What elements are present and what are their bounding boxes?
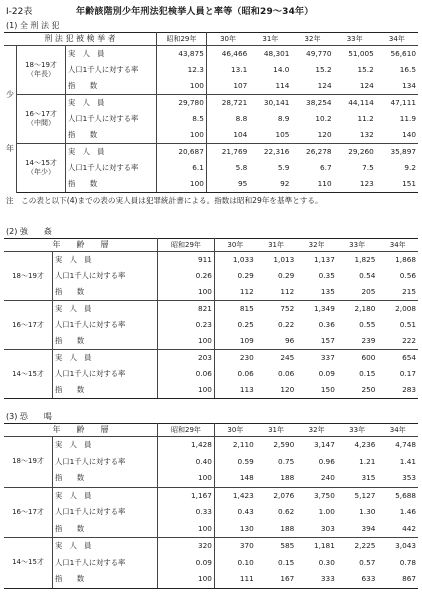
table-row [4, 555, 418, 572]
cell-value: 46,466 [221, 49, 248, 58]
row-label: 指 数 [53, 333, 158, 350]
cell-value: 0.23 [158, 317, 215, 333]
row-label: 実 人 員 [53, 437, 158, 454]
table-row [4, 284, 418, 301]
cell-value: 1.00 [318, 507, 335, 517]
cell-value: 26,278 [306, 147, 332, 156]
row-label: 実 人 員 [66, 95, 157, 112]
cell-value: 2,590 [273, 440, 295, 450]
table-rape [4, 238, 418, 399]
table-row [4, 78, 418, 95]
table-row [4, 46, 418, 63]
table-id: Ⅰ-22表 [6, 7, 33, 17]
year-header: 31年 [256, 239, 297, 252]
cell-value: 4,236 [354, 440, 376, 450]
row-label: 指 数 [66, 176, 157, 193]
table-row [4, 144, 418, 161]
age-group-label: 18～19才 [4, 252, 53, 301]
table-row [4, 301, 418, 318]
cell-value: 0.57 [359, 557, 376, 567]
cell-value: 16.5 [399, 65, 416, 74]
table-row [4, 333, 418, 350]
cell-value: 867 [377, 571, 418, 588]
cell-value: 15.2 [357, 65, 374, 74]
cell-value: 28,721 [221, 98, 248, 107]
column-header: 年 齢 層 [4, 424, 158, 437]
cell-value: 51,005 [348, 49, 374, 58]
cell-value: 124 [291, 78, 333, 95]
cell-value: 29,780 [157, 95, 207, 112]
row-label: 実 人 員 [53, 301, 158, 318]
cell-value: 0.06 [278, 369, 295, 378]
cell-value: 0.15 [278, 557, 295, 567]
cell-value: 1,825 [354, 255, 376, 264]
year-header: 30年 [214, 424, 255, 437]
cell-value: 0.26 [158, 268, 215, 284]
table-row [4, 176, 418, 193]
cell-value: 5.8 [235, 163, 248, 172]
age-group-label: 14～15才 [4, 538, 53, 589]
cell-value: 188 [256, 521, 297, 538]
cell-value: 10.2 [315, 114, 332, 123]
cell-value: 394 [337, 521, 378, 538]
row-label: 指 数 [66, 78, 157, 95]
table-row [4, 454, 418, 471]
cell-value: 157 [296, 333, 337, 350]
year-header: 32年 [296, 424, 337, 437]
age-group-label: 14～15才 [4, 350, 53, 399]
row-label: 人口1千人に対する率 [53, 555, 158, 572]
cell-value: 1,868 [395, 255, 416, 264]
cell-value: 6.1 [157, 160, 207, 176]
year-header: 昭和29年 [158, 239, 215, 252]
cell-value: 3,147 [313, 440, 335, 450]
table-row [4, 268, 418, 284]
section-heading-1: (1) 全 刑 法 犯 [6, 21, 60, 30]
cell-value: 333 [296, 571, 337, 588]
cell-value: 205 [337, 284, 378, 301]
cell-value: 148 [214, 470, 255, 487]
cell-value: 654 [402, 353, 416, 362]
cell-value: 100 [158, 382, 215, 399]
cell-value: 113 [214, 382, 255, 399]
cell-value: 167 [256, 571, 297, 588]
cell-value: 3,750 [313, 490, 335, 500]
cell-value: 3,043 [395, 541, 416, 551]
cell-value: 124 [334, 78, 376, 95]
cell-value: 111 [214, 571, 255, 588]
cell-value: 0.29 [237, 271, 254, 280]
cell-value: 120 [291, 127, 333, 144]
year-header: 昭和29年 [157, 33, 207, 46]
cell-value: 21,769 [221, 147, 248, 156]
cell-value: 100 [157, 78, 207, 95]
cell-value: 752 [280, 304, 295, 313]
table-row [4, 62, 418, 78]
cell-value: 0.55 [359, 320, 376, 329]
cell-value: 0.96 [318, 456, 335, 466]
cell-value: 245 [280, 353, 295, 362]
age-group-label: 16～17才 [4, 487, 53, 538]
table-row [4, 366, 418, 382]
cell-value: 815 [239, 304, 254, 313]
cell-value: 100 [157, 127, 207, 144]
cell-value: 12.3 [157, 62, 207, 78]
cell-value: 30,141 [263, 98, 290, 107]
table-row [4, 571, 418, 588]
cell-value: 5,127 [354, 490, 376, 500]
year-header: 34年 [377, 239, 418, 252]
year-header: 30年 [206, 33, 249, 46]
age-group-label: 16～17才 （中間） [17, 95, 66, 144]
table-extortion [4, 423, 418, 589]
cell-value: 1,167 [158, 487, 215, 504]
year-header: 31年 [256, 424, 297, 437]
cell-value: 132 [334, 127, 376, 144]
age-group-label: 18～19才 （年長） [17, 46, 66, 95]
row-label: 実 人 員 [53, 252, 158, 269]
age-group-label: 14～15才 （年少） [17, 144, 66, 193]
row-label: 人口1千人に対する率 [53, 317, 158, 333]
year-header: 34年 [377, 424, 418, 437]
cell-value: 49,770 [306, 49, 332, 58]
table-row [4, 127, 418, 144]
cell-value: 48,301 [263, 49, 290, 58]
cell-value: 107 [206, 78, 249, 95]
cell-value: 222 [377, 333, 418, 350]
row-label: 指 数 [53, 470, 158, 487]
cell-value: 0.78 [399, 557, 416, 567]
cell-value: 1.21 [359, 456, 376, 466]
cell-value: 140 [376, 127, 418, 144]
cell-value: 13.1 [231, 65, 248, 74]
cell-value: 104 [206, 127, 249, 144]
age-group-label: 18～19才 [4, 437, 53, 488]
cell-value: 320 [158, 538, 215, 555]
cell-value: 120 [256, 382, 297, 399]
cell-value: 2,076 [273, 490, 295, 500]
row-label: 実 人 員 [53, 487, 158, 504]
year-header: 32年 [291, 33, 333, 46]
section-heading-2: (2) 強 姦 [6, 227, 52, 236]
cell-value: 8.5 [157, 111, 207, 127]
cell-value: 20,687 [157, 144, 207, 161]
cell-value: 100 [158, 521, 215, 538]
cell-value: 8.8 [235, 114, 248, 123]
cell-value: 135 [296, 284, 337, 301]
cell-value: 250 [337, 382, 378, 399]
row-label: 実 人 員 [53, 538, 158, 555]
table-row [4, 382, 418, 399]
cell-value: 1.46 [399, 507, 416, 517]
cell-value: 2,008 [395, 304, 416, 313]
year-header: 33年 [334, 33, 376, 46]
table-row [4, 521, 418, 538]
cell-value: 0.51 [399, 320, 416, 329]
cell-value: 96 [256, 333, 297, 350]
cell-value: 1,033 [232, 255, 254, 264]
cell-value: 4,748 [395, 440, 416, 450]
cell-value: 35,897 [390, 147, 416, 156]
cell-value: 0.33 [158, 504, 215, 521]
cell-value: 11.2 [357, 114, 374, 123]
cell-value: 0.36 [318, 320, 335, 329]
cell-value: 240 [296, 470, 337, 487]
year-header: 昭和29年 [158, 424, 215, 437]
row-label: 人口1千人に対する率 [53, 268, 158, 284]
side-label: 少 [4, 46, 17, 144]
cell-value: 109 [214, 333, 255, 350]
cell-value: 47,111 [390, 98, 416, 107]
cell-value: 370 [239, 541, 254, 551]
cell-value: 0.54 [359, 271, 376, 280]
cell-value: 283 [377, 382, 418, 399]
row-label: 指 数 [53, 284, 158, 301]
row-label: 人口1千人に対する率 [66, 111, 157, 127]
cell-value: 353 [377, 470, 418, 487]
cell-value: 1.41 [399, 456, 416, 466]
cell-value: 100 [158, 333, 215, 350]
table-row [4, 350, 418, 367]
cell-value: 0.40 [158, 454, 215, 471]
table-row [4, 252, 418, 269]
header [6, 4, 418, 18]
age-group-label: 16～17才 [4, 301, 53, 350]
cell-value: 44,114 [348, 98, 374, 107]
cell-value: 100 [158, 571, 215, 588]
cell-value: 56,610 [390, 49, 416, 58]
cell-value: 130 [214, 521, 255, 538]
cell-value: 337 [320, 353, 335, 362]
cell-value: 100 [158, 284, 215, 301]
cell-value: 0.29 [278, 271, 295, 280]
cell-value: 2,110 [232, 440, 254, 450]
table-row [4, 111, 418, 127]
cell-value: 0.43 [237, 507, 254, 517]
cell-value: 110 [291, 176, 333, 193]
year-header: 33年 [337, 239, 378, 252]
table-row [4, 160, 418, 176]
cell-value: 303 [296, 521, 337, 538]
cell-value: 29,260 [348, 147, 374, 156]
cell-value: 1,137 [313, 255, 335, 264]
table-row [4, 317, 418, 333]
cell-value: 1.30 [359, 507, 376, 517]
cell-value: 100 [158, 470, 215, 487]
cell-value: 15.2 [315, 65, 332, 74]
cell-value: 95 [206, 176, 249, 193]
cell-value: 123 [334, 176, 376, 193]
cell-value: 22,316 [263, 147, 290, 156]
year-header: 32年 [296, 239, 337, 252]
year-header: 33年 [337, 424, 378, 437]
cell-value: 188 [256, 470, 297, 487]
cell-value: 600 [361, 353, 376, 362]
cell-value: 0.17 [399, 369, 416, 378]
cell-value: 0.22 [278, 320, 295, 329]
column-header: 年 齢 層 [4, 239, 158, 252]
cell-value: 911 [158, 252, 215, 269]
row-label: 指 数 [66, 127, 157, 144]
cell-value: 215 [377, 284, 418, 301]
cell-value: 1,181 [313, 541, 335, 551]
cell-value: 9.2 [404, 163, 416, 172]
table-all-offenses [4, 32, 418, 193]
cell-value: 0.59 [237, 456, 254, 466]
cell-value: 105 [249, 127, 291, 144]
cell-value: 203 [158, 350, 215, 367]
table-row [4, 437, 418, 454]
cell-value: 0.06 [237, 369, 254, 378]
cell-value: 0.56 [399, 271, 416, 280]
cell-value: 0.75 [278, 456, 295, 466]
cell-value: 92 [249, 176, 291, 193]
cell-value: 0.35 [318, 271, 335, 280]
cell-value: 2,180 [354, 304, 376, 313]
cell-value: 8.9 [277, 114, 290, 123]
cell-value: 0.09 [158, 555, 215, 572]
cell-value: 1,013 [273, 255, 295, 264]
cell-value: 151 [376, 176, 418, 193]
cell-value: 1,428 [158, 437, 215, 454]
cell-value: 0.62 [278, 507, 295, 517]
table-row [4, 504, 418, 521]
row-label: 実 人 員 [66, 46, 157, 63]
side-label: 年 [4, 144, 17, 193]
table-row [4, 470, 418, 487]
year-header: 30年 [214, 239, 255, 252]
cell-value: 1,423 [232, 490, 254, 500]
cell-value: 14.0 [273, 65, 290, 74]
cell-value: 585 [280, 541, 295, 551]
cell-value: 38,254 [306, 98, 332, 107]
cell-value: 230 [239, 353, 254, 362]
cell-value: 821 [158, 301, 215, 318]
cell-value: 1,349 [313, 304, 335, 313]
cell-value: 442 [377, 521, 418, 538]
table-row [4, 538, 418, 555]
cell-value: 11.9 [399, 114, 416, 123]
row-label: 人口1千人に対する率 [53, 504, 158, 521]
cell-value: 5,688 [395, 490, 416, 500]
row-label: 実 人 員 [66, 144, 157, 161]
cell-value: 0.30 [318, 557, 335, 567]
row-label: 人口1千人に対する率 [66, 62, 157, 78]
cell-value: 150 [296, 382, 337, 399]
cell-value: 0.10 [237, 557, 254, 567]
cell-value: 5.9 [277, 163, 290, 172]
row-label: 実 人 員 [53, 350, 158, 367]
cell-value: 100 [157, 176, 207, 193]
cell-value: 239 [337, 333, 378, 350]
column-header: 刑 法 犯 被 検 挙 者 [4, 33, 157, 46]
cell-value: 112 [256, 284, 297, 301]
cell-value: 112 [214, 284, 255, 301]
year-header: 34年 [376, 33, 418, 46]
table-note: 注 この表と以下(4)までの表の実人員は犯罪統計書による。指数は昭和29年を基準とする。 [6, 196, 323, 205]
row-label: 人口1千人に対する率 [53, 454, 158, 471]
year-header: 31年 [249, 33, 291, 46]
cell-value: 0.09 [318, 369, 335, 378]
row-label: 人口1千人に対する率 [66, 160, 157, 176]
row-label: 人口1千人に対する率 [53, 366, 158, 382]
row-label: 指 数 [53, 521, 158, 538]
cell-value: 6.7 [319, 163, 332, 172]
cell-value: 134 [376, 78, 418, 95]
cell-value: 0.06 [158, 366, 215, 382]
cell-value: 0.25 [237, 320, 254, 329]
cell-value: 633 [337, 571, 378, 588]
cell-value: 7.5 [362, 163, 374, 172]
table-row [4, 487, 418, 504]
row-label: 指 数 [53, 382, 158, 399]
cell-value: 2,225 [354, 541, 376, 551]
row-label: 指 数 [53, 571, 158, 588]
page-title: 年齢該階別少年刑法犯検挙人員と率等（昭和29～34年） [76, 7, 314, 17]
table-row [4, 95, 418, 112]
cell-value: 43,875 [157, 46, 207, 63]
cell-value: 114 [249, 78, 291, 95]
cell-value: 315 [337, 470, 378, 487]
cell-value: 0.15 [359, 369, 376, 378]
section-heading-3: (3) 恐 喝 [6, 412, 52, 421]
